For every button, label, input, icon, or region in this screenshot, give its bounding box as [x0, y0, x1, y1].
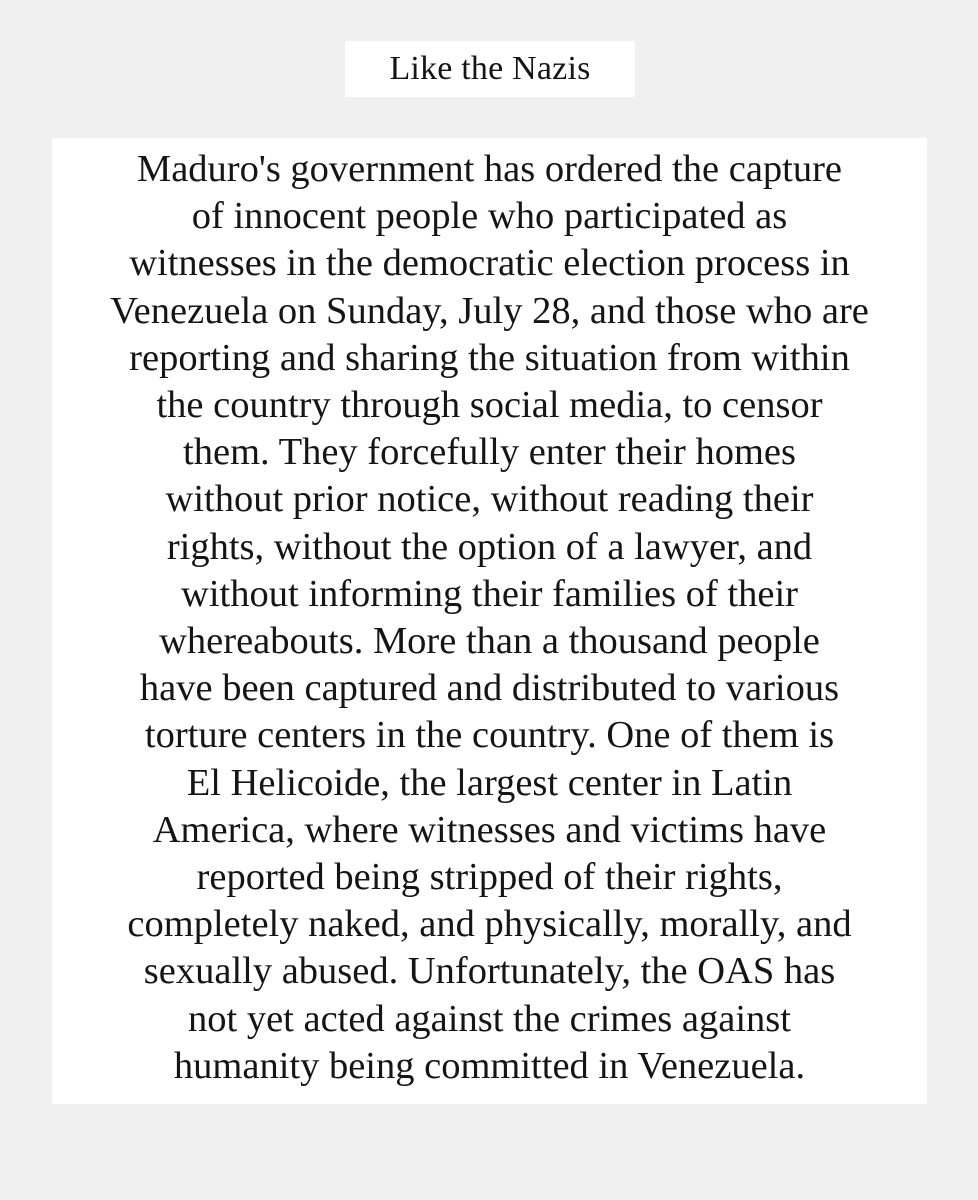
- body-text-box: [52, 138, 927, 1104]
- body-line: the country through social media, to censor: [156, 384, 823, 427]
- body-line: reported being stripped of their rights,: [196, 856, 783, 899]
- body-line: completely naked, and physically, morally, and: [127, 903, 852, 946]
- body-line: Venezuela on Sunday, July 28, and those who are: [110, 289, 869, 332]
- body-line: rights, without the option of a lawyer, and: [166, 525, 813, 568]
- body-line: not yet acted against the crimes against: [188, 997, 791, 1040]
- body-line: have been captured and distributed to various: [139, 667, 840, 710]
- body-line: reporting and sharing the situation from within: [129, 336, 850, 379]
- title-box: [345, 41, 635, 97]
- body-line: sexually abused. Unfortunately, the OAS has: [143, 950, 836, 993]
- body-line: of innocent people who participated as: [191, 195, 788, 238]
- body-line: witnesses in the democratic election process in: [129, 242, 850, 285]
- body-line: torture centers in the country. One of them is: [144, 714, 835, 757]
- body-line: without informing their families of their: [181, 572, 798, 615]
- body-line: them. They forcefully enter their homes: [183, 431, 796, 474]
- body-line: Maduro's government has ordered the capture: [136, 148, 843, 190]
- body-line: humanity being committed in Venezuela.: [173, 1044, 806, 1087]
- body-line: America, where witnesses and victims have: [152, 808, 827, 851]
- body-line: El Helicoide, the largest center in Latin: [186, 761, 793, 804]
- post-title: Like the Nazis: [389, 50, 591, 87]
- body-line: without prior notice, without reading their: [165, 478, 814, 521]
- body-line: whereabouts. More than a thousand people: [159, 620, 820, 663]
